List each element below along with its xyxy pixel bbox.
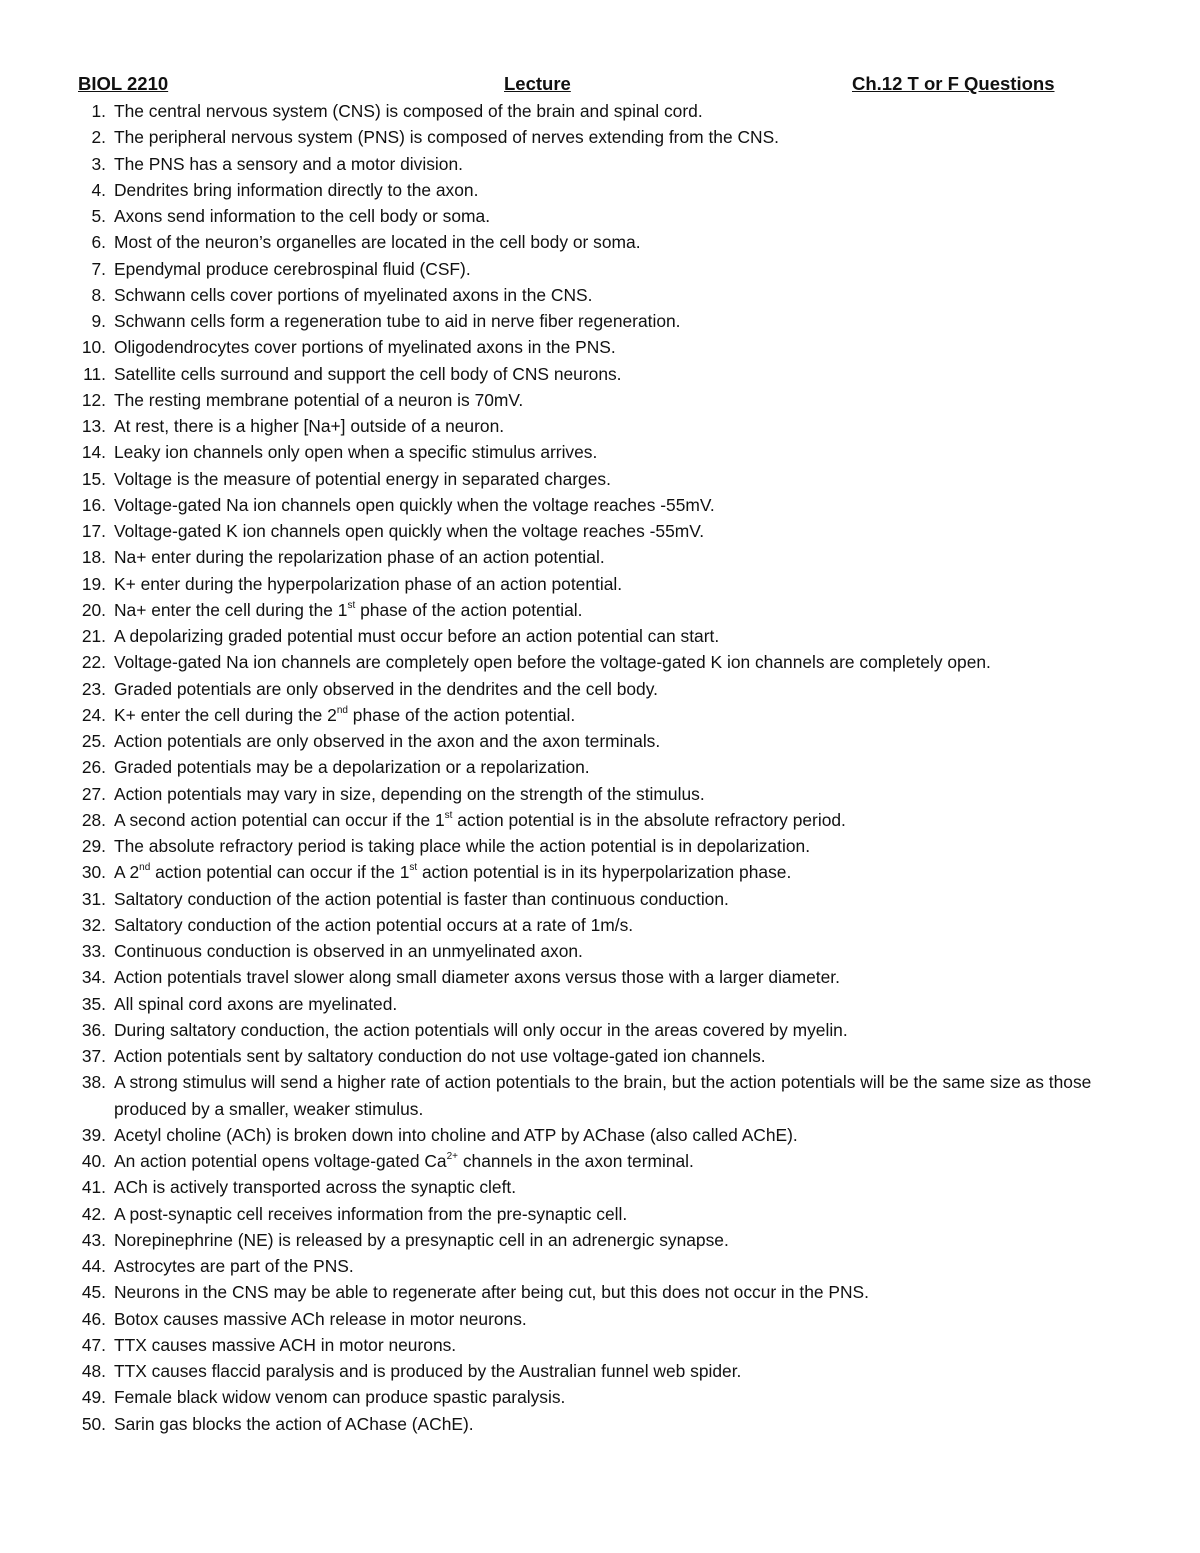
question-item [0, 1069, 1200, 1122]
question-text: Astrocytes are part of the PNS. [114, 1256, 354, 1276]
question-number: 49. [81, 1387, 106, 1408]
question-item [0, 1017, 1200, 1043]
question-number: 17. [81, 521, 106, 541]
question-text: Norepinephrine (NE) is released by a presynaptic cell in an adrenergic synapse. [114, 1229, 729, 1250]
question-item [0, 466, 1200, 492]
question-text: During saltatory conduction, the action potentials will only occur in the areas covered by myelin. [114, 1019, 848, 1040]
text-run: channels in the axon terminal. [458, 1151, 694, 1171]
question-text: Schwann cells form a regeneration tube to aid in nerve fiber regeneration. [114, 311, 681, 331]
superscript: nd [336, 704, 348, 716]
question-text: Voltage is the measure of potential energy in separated charges. [114, 468, 611, 489]
question-number: 2. [91, 127, 106, 148]
question-text: TTX causes flaccid paralysis and is produced by the Australian funnel web spider. [114, 1361, 742, 1381]
text-run: phase of the action potential. [355, 599, 583, 620]
question-item [0, 597, 1200, 623]
question-text: Action potentials are only observed in the axon and the axon terminals. [114, 731, 661, 751]
text-run: phase of the action potential. [347, 704, 576, 725]
question-item [0, 807, 1200, 833]
question-item [0, 1201, 1200, 1227]
question-number: 7. [91, 258, 106, 279]
question-text: Na+ enter during the repolarization phase of an action potential. [114, 547, 605, 568]
question-number: 18. [81, 547, 106, 568]
question-number: 30. [81, 862, 106, 883]
question-text: Voltage-gated K ion channels open quickly when the voltage reaches -55mV. [114, 521, 705, 541]
question-number: 25. [81, 731, 106, 751]
question-item [0, 256, 1200, 282]
question-item [0, 1279, 1200, 1305]
question-number: 20. [81, 599, 106, 620]
question-item [0, 413, 1200, 439]
question-number: 28. [81, 809, 106, 830]
question-item [0, 1384, 1200, 1410]
text-run: An action potential opens voltage-gated Ca [114, 1151, 447, 1171]
text-run: A 2 [114, 862, 140, 883]
question-number: 46. [81, 1308, 106, 1329]
question-text: Graded potentials may be a depolarization or a repolarization. [114, 757, 590, 778]
document-type: Lecture [504, 73, 571, 94]
text-run: A second action potential can occur if the 1 [114, 809, 445, 830]
question-number: 27. [81, 783, 106, 804]
question-number: 36. [81, 1019, 106, 1040]
question-text: Action potentials sent by saltatory conduction do not use voltage-gated ion channels. [114, 1046, 766, 1066]
question-item [0, 781, 1200, 807]
question-number: 16. [81, 494, 106, 515]
question-text [114, 862, 791, 882]
question-item [0, 203, 1200, 229]
question-number: 22. [81, 652, 106, 673]
question-text: Sarin gas blocks the action of AChase (AChE). [114, 1413, 474, 1434]
superscript: nd [139, 862, 151, 874]
question-number: 50. [81, 1413, 106, 1434]
question-item [0, 98, 1200, 124]
question-text: Female black widow venom can produce spastic paralysis. [114, 1387, 566, 1408]
question-text: Schwann cells cover portions of myelinated axons in the CNS. [114, 284, 593, 305]
question-item [0, 518, 1200, 544]
question-number: 43. [81, 1229, 106, 1250]
question-number: 45. [81, 1282, 106, 1303]
question-number: 3. [91, 153, 106, 174]
question-number: 15. [81, 468, 106, 489]
question-text [114, 1151, 694, 1171]
question-item [0, 334, 1200, 360]
question-item [0, 492, 1200, 518]
question-text [114, 600, 582, 620]
question-item [0, 649, 1200, 675]
question-number: 9. [91, 311, 106, 331]
question-number: 38. [81, 1072, 106, 1093]
question-number: 29. [81, 836, 106, 856]
question-text: Ependymal produce cerebrospinal fluid (CSF). [114, 258, 471, 279]
superscript: st [347, 599, 356, 611]
question-text: A post-synaptic cell receives information from the pre-synaptic cell. [114, 1203, 628, 1224]
question-item [0, 859, 1200, 885]
question-item [0, 308, 1200, 334]
question-item [0, 282, 1200, 308]
question-text: Action potentials travel slower along small diameter axons versus those with a larger diameter. [114, 967, 840, 988]
question-number: 42. [81, 1203, 106, 1224]
question-text: Dendrites bring information directly to the axon. [114, 179, 479, 200]
question-list [0, 98, 1200, 1437]
question-number: 6. [91, 232, 106, 253]
question-text: The central nervous system (CNS) is composed of the brain and spinal cord. [114, 101, 703, 121]
question-number: 47. [81, 1334, 106, 1355]
question-number: 11. [83, 363, 106, 384]
question-number: 41. [81, 1177, 106, 1198]
course-code: BIOL 2210 [78, 73, 169, 94]
page-header [78, 73, 1068, 99]
text-run: Na+ enter the cell during the 1 [114, 599, 348, 620]
superscript: 2+ [446, 1151, 458, 1163]
question-item [0, 1332, 1200, 1358]
superscript: st [409, 862, 418, 874]
question-text: ACh is actively transported across the synaptic cleft. [114, 1177, 517, 1198]
question-item [0, 676, 1200, 702]
question-item [0, 1253, 1200, 1279]
question-item [0, 387, 1200, 413]
question-number: 21. [81, 626, 106, 646]
question-number: 13. [81, 416, 106, 436]
question-item [0, 833, 1200, 859]
question-number: 23. [81, 678, 106, 699]
question-item [0, 938, 1200, 964]
question-item [0, 544, 1200, 570]
question-text: Action potentials may vary in size, depending on the strength of the stimulus. [114, 783, 705, 804]
question-number: 12. [81, 389, 106, 410]
question-text: K+ enter during the hyperpolarization phase of an action potential. [114, 573, 623, 594]
question-number: 14. [81, 442, 106, 463]
question-number: 24. [81, 704, 106, 725]
question-text: The absolute refractory period is taking place while the action potential is in depolarization. [114, 836, 811, 856]
question-number: 33. [81, 941, 106, 961]
question-item [0, 702, 1200, 728]
chapter-title: Ch.12 T or F Questions [852, 73, 1055, 94]
question-number: 26. [81, 757, 106, 778]
question-text: Leaky ion channels only open when a specific stimulus arrives. [114, 442, 598, 463]
question-text: Neurons in the CNS may be able to regenerate after being cut, but this does not occur in the PNS. [114, 1282, 869, 1303]
question-text: Voltage-gated Na ion channels are completely open before the voltage-gated K ion channels are completely open. [114, 652, 991, 673]
superscript: st [444, 809, 453, 821]
question-item [0, 886, 1200, 912]
question-item [0, 151, 1200, 177]
question-item [0, 1358, 1200, 1384]
question-item [0, 912, 1200, 938]
question-item [0, 361, 1200, 387]
question-text: Voltage-gated Na ion channels open quickly when the voltage reaches -55mV. [114, 494, 715, 515]
question-text: Graded potentials are only observed in the dendrites and the cell body. [114, 678, 658, 699]
question-item [0, 1174, 1200, 1200]
question-item [0, 1148, 1200, 1174]
question-number: 8. [91, 284, 106, 305]
question-item [0, 1306, 1200, 1332]
question-text: Oligodendrocytes cover portions of myelinated axons in the PNS. [114, 337, 616, 358]
question-text [114, 705, 575, 725]
question-item [0, 1122, 1200, 1148]
question-number: 48. [81, 1361, 106, 1381]
question-number: 37. [81, 1046, 106, 1066]
question-item [0, 177, 1200, 203]
question-number: 19. [81, 573, 106, 594]
question-item [0, 991, 1200, 1017]
question-text: The PNS has a sensory and a motor division. [114, 153, 463, 174]
question-text: Acetyl choline (ACh) is broken down into choline and ATP by AChase (also called AChE). [114, 1124, 798, 1145]
question-text: The peripheral nervous system (PNS) is composed of nerves extending from the CNS. [114, 127, 779, 148]
question-text: The resting membrane potential of a neuron is 70mV. [114, 389, 524, 410]
question-text: At rest, there is a higher [Na+] outside of a neuron. [114, 416, 505, 436]
question-number: 10. [81, 337, 106, 358]
question-item [0, 439, 1200, 465]
question-number: 44. [81, 1256, 106, 1276]
question-number: 1. [91, 101, 106, 121]
question-item [0, 964, 1200, 990]
question-item [0, 571, 1200, 597]
question-number: 35. [81, 993, 106, 1014]
question-item [0, 124, 1200, 150]
question-text: Axons send information to the cell body or soma. [114, 206, 491, 226]
question-text: Continuous conduction is observed in an unmyelinated axon. [114, 941, 583, 961]
question-text [114, 810, 846, 830]
question-number: 39. [81, 1124, 106, 1145]
text-run: K+ enter the cell during the 2 [114, 704, 337, 725]
question-number: 40. [81, 1151, 106, 1171]
text-run: action potential is in the absolute refractory period. [452, 809, 846, 830]
text-run: action potential is in its hyperpolarization phase. [417, 862, 792, 883]
question-number: 4. [91, 179, 106, 200]
question-text: All spinal cord axons are myelinated. [114, 993, 398, 1014]
question-text: Saltatory conduction of the action potential occurs at a rate of 1m/s. [114, 914, 634, 935]
question-item [0, 623, 1200, 649]
text-run: action potential can occur if the 1 [150, 862, 410, 883]
question-text: Botox causes massive ACh release in motor neurons. [114, 1308, 527, 1329]
question-item [0, 1227, 1200, 1253]
question-text: A depolarizing graded potential must occur before an action potential can start. [114, 626, 720, 646]
question-number: 5. [91, 206, 106, 226]
question-item [0, 229, 1200, 255]
question-item [0, 1411, 1200, 1437]
question-item [0, 754, 1200, 780]
question-text: Satellite cells surround and support the cell body of CNS neurons. [114, 363, 622, 384]
question-number: 34. [81, 967, 106, 988]
question-text: A strong stimulus will send a higher rate of action potentials to the brain, but the action potentials will be the same size as those produced by a smaller, weaker stimulus. [114, 1072, 1092, 1119]
question-number: 31. [81, 888, 106, 909]
question-text: TTX causes massive ACH in motor neurons. [114, 1334, 457, 1355]
question-item [0, 1043, 1200, 1069]
question-item [0, 728, 1200, 754]
question-text: Most of the neuron’s organelles are located in the cell body or soma. [114, 232, 641, 253]
question-number: 32. [81, 914, 106, 935]
question-text: Saltatory conduction of the action potential is faster than continuous conduction. [114, 888, 729, 909]
